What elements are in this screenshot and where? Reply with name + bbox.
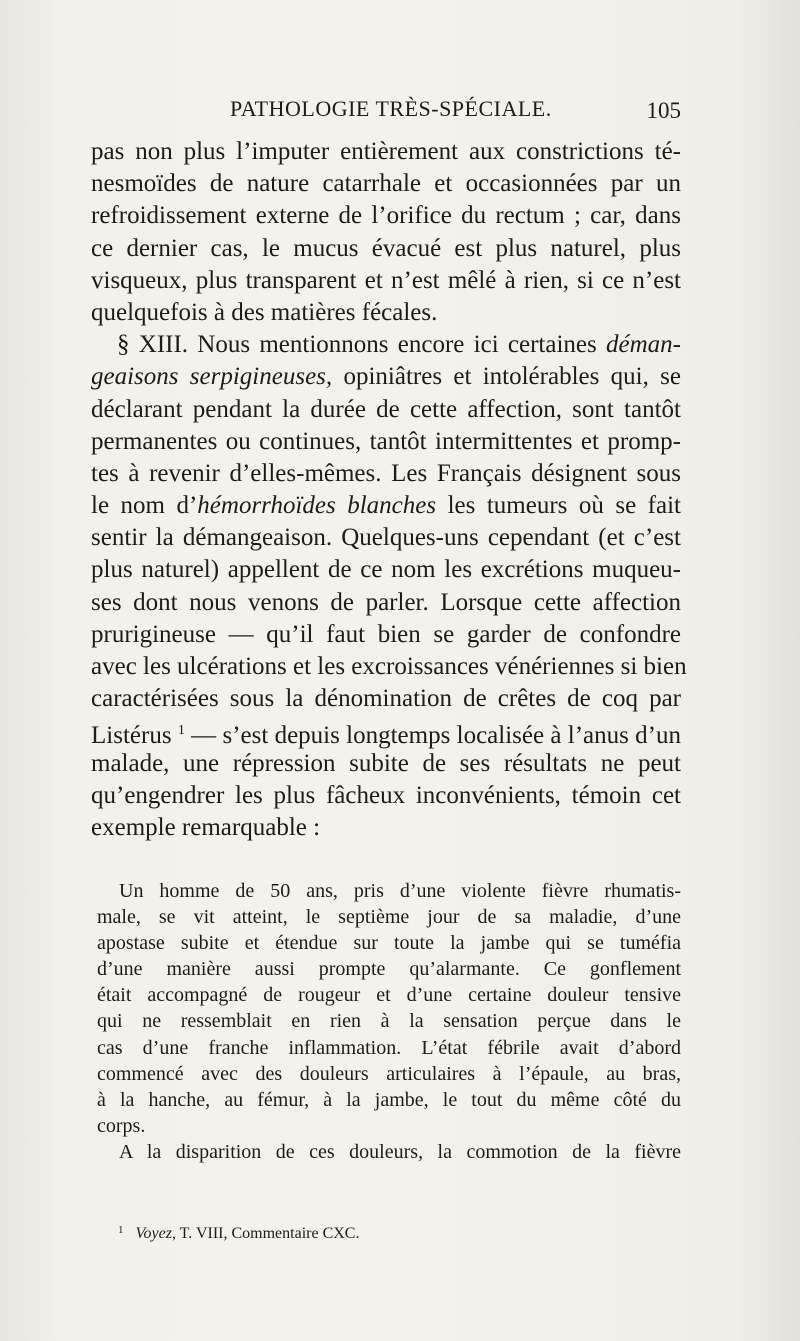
text-line: quelquefois à des matières fécales. — [91, 298, 438, 326]
text-line: malade, une répression subite de ses résultats ne peut — [91, 749, 681, 777]
text-line: déclarant pendant la durée de cette affection, sont tantôt — [91, 395, 681, 423]
text-line: refroidissement externe de l’orifice du rectum ; car, dans — [91, 202, 681, 230]
text-line — [91, 490, 681, 522]
text-line: qu’engendrer les plus fâcheux inconvénients, témoin cet — [91, 781, 681, 809]
quote-line: à la hanche, au fémur, à la jambe, le tout du même côté du — [97, 1088, 681, 1111]
quote-line: corps. — [97, 1114, 146, 1137]
main-text — [91, 136, 687, 844]
italic-term: hémorrhoïdes blanches — [197, 492, 437, 520]
text-line: exemple remarquable : — [91, 813, 321, 841]
footnote-reference: 1 — [177, 723, 185, 739]
quote-line: commencé avec des douleurs articulaires à l’épaule, au bras, — [97, 1062, 681, 1085]
text-line: caractérisées sous la dénomination de crêtes de coq par — [91, 685, 681, 713]
text-line: ce dernier cas, le mucus évacué est plus naturel, plus — [91, 234, 681, 262]
text-line: sentir la démangeaison. Quelques-uns cependant (et c’est — [91, 524, 681, 552]
text-segment: les tumeurs où se fait — [436, 492, 681, 520]
case-example — [97, 878, 681, 1165]
italic-term: geaisons serpigineuses, — [91, 363, 333, 391]
text-line: permanentes ou continues, tantôt intermittentes et promp- — [91, 427, 681, 455]
text-line: ses dont nous venons de parler. Lorsque cette affection — [91, 588, 681, 616]
text-line: visqueux, plus transparent et n’est mêlé à rien, si ce n’est — [91, 266, 681, 294]
text-line: avec les ulcérations et les excroissances vénériennes si bien — [91, 653, 687, 680]
text-line: tes à revenir d’elles-mêmes. Les Français désignent sous — [91, 459, 681, 487]
quote-line: male, se vit atteint, le septième jour de sa maladie, d’une — [97, 906, 681, 929]
text-line: plus naturel) appellent de ce nom les excrétions muqueu- — [91, 556, 681, 584]
quote-line: cas d’une franche inflammation. L’état fébrile avait d’abord — [97, 1036, 681, 1059]
text-line: pas non plus l’imputer entièrement aux constrictions té- — [91, 138, 681, 165]
quote-line: qui ne ressemblait en rien à la sensation perçue dans le — [97, 1010, 681, 1033]
text-segment: — s’est depuis longtemps localisée à l’anus d’un — [184, 722, 682, 750]
text-segment: § XIII. Nous mentionnons encore ici certaines — [117, 331, 607, 359]
footnote — [118, 1224, 359, 1243]
section-xiii-start — [91, 329, 681, 361]
quote-line: Un homme de 50 ans, pris d’une violente fièvre rhumatis- — [119, 880, 681, 902]
page-number: 105 — [646, 98, 681, 123]
quote-line: d’une manière aussi prompte qu’alarmante. Ce gonflement — [97, 958, 681, 981]
text-segment: opiniâtres et intolérables qui, se — [332, 363, 681, 391]
text-line: nesmoïdes de nature catarrhale et occasionnées par un — [91, 170, 681, 198]
text-line — [91, 361, 681, 393]
text-segment: le nom d’ — [91, 492, 198, 520]
text-line: prurigineuse — qu’il faut bien se garder de confondre — [91, 620, 681, 648]
quote-line: était accompagné de rougeur et d’une certaine douleur tensive — [97, 984, 681, 1007]
running-head: PATHOLOGIE TRÈS-SPÉCIALE. — [230, 96, 552, 121]
footnote-text: , T. VIII, Commentaire CXC. — [171, 1225, 360, 1242]
footnote-ref: Voyez — [135, 1225, 172, 1242]
italic-term: déman- — [606, 331, 681, 359]
quote-line: A la disparition de ces douleurs, la commotion de la fièvre — [119, 1140, 681, 1163]
text-line — [91, 715, 682, 750]
quote-line: apostase subite et étendue sur toute la jambe qui se tuméfia — [97, 932, 681, 955]
text-segment: Listérus — [91, 722, 178, 750]
footnote-marker: 1 — [118, 1224, 124, 1236]
page-header — [91, 96, 681, 132]
